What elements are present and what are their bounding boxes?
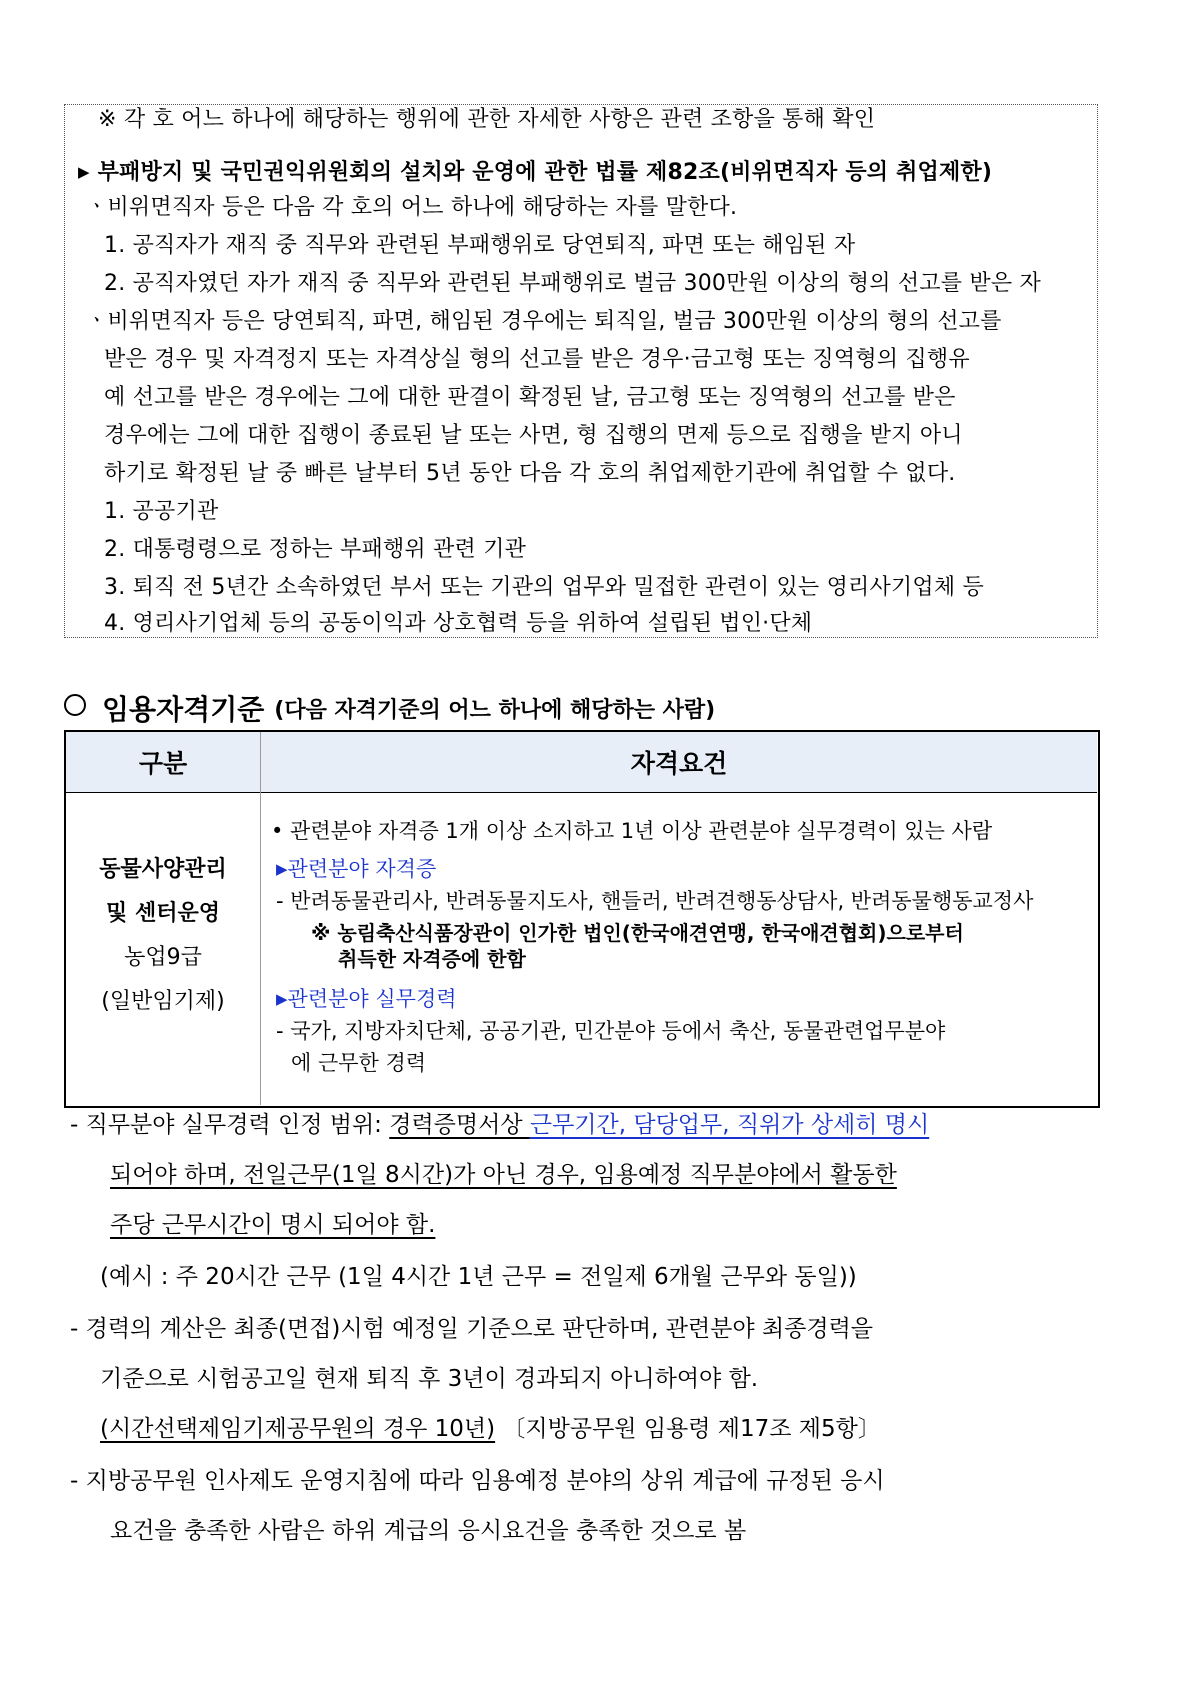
note-1-line2: 되어야 하며, 전일근무(1일 8시간)가 아닌 경우, 임용예정 직무분야에서 활동한 <box>110 1162 897 1188</box>
notice-paragraph-2-line: ㆍ비위면직자 등은 당연퇴직, 파면, 해임된 경우에는 퇴직일, 벌금 300만원 이상의 형의 선고를 <box>86 309 1002 334</box>
exp-line2: 에 근무한 경력 <box>291 1051 427 1075</box>
notice-item: 2. 대통령령으로 정하는 부패행위 관련 기관 <box>104 537 527 562</box>
table-header-row <box>66 732 1097 793</box>
requirement-bullet: • 관련분야 자격증 1개 이상 소지하고 1년 이상 관련분야 실무경력이 있는 사람 <box>271 819 993 843</box>
section-title: 임용자격기준 <box>102 693 265 726</box>
category-type: (일반임기제) <box>101 989 225 1014</box>
category-name-line1: 동물사양관리 <box>99 857 227 882</box>
note-2-line2: 기준으로 시험공고일 현재 퇴직 후 3년이 경과되지 아니하여야 함. <box>100 1366 759 1392</box>
exp-heading <box>276 986 457 1012</box>
category-grade: 농업9급 <box>124 945 202 970</box>
section-subtitle: (다음 자격기준의 어느 하나에 해당하는 사람) <box>274 697 716 723</box>
notice-item: 4. 영리사기업체 등의 공동이익과 상호협력 등을 위하여 설립된 법인·단체 <box>104 611 813 636</box>
notice-paragraph-2-line: 경우에는 그에 대한 집행이 종료된 날 또는 사면, 형 집행의 면제 등으로 집행을 받지 아니 <box>104 423 963 448</box>
cert-heading <box>276 856 436 882</box>
qualification-table <box>64 730 1100 1108</box>
header-requirement: 자격요건 <box>630 749 728 778</box>
law-title-text: 부패방지 및 국민권익위원회의 설치와 운영에 관한 법률 제82조(비위면직자 등의 취업제한) <box>97 160 993 185</box>
notice-item: 1. 공직자가 재직 중 직무와 관련된 부패행위로 당연퇴직, 파면 또는 해임된 자 <box>104 233 856 258</box>
category-cell <box>66 848 260 1024</box>
cert-note-line2: 취득한 자격증에 한함 <box>338 947 526 971</box>
notice-intro: ※ 각 호 어느 하나에 해당하는 행위에 관한 자세한 사항은 관련 조항을 통해 확인 <box>98 107 876 132</box>
section-heading <box>64 688 715 728</box>
note-1-line1 <box>70 1110 929 1140</box>
note-1-example: (예시 : 주 20시간 근무 (1일 4시간 1년 근무 = 전일제 6개월 근무와 동일)) <box>100 1264 857 1290</box>
note-2-line1: - 경력의 계산은 최종(면접)시험 예정일 기준으로 판단하며, 관련분야 최종경력을 <box>70 1316 874 1342</box>
notice-item: 3. 퇴직 전 5년간 소속하였던 부서 또는 기관의 업무와 밀접한 관련이 있는 영리사기업체 등 <box>104 575 984 600</box>
header-category: 구분 <box>66 732 261 792</box>
cert-heading-text: 관련분야 자격증 <box>287 857 437 881</box>
notice-paragraph-2-line: 예 선고를 받은 경우에는 그에 대한 판결이 확정된 날, 금고형 또는 징역형의 선고를 받은 <box>104 385 956 410</box>
triangle-bullet-icon: ▶ <box>276 990 288 1008</box>
notice-item: 1. 공공기관 <box>104 499 219 524</box>
notice-paragraph-1: ㆍ비위면직자 등은 다음 각 호의 어느 하나에 해당하는 자를 말한다. <box>86 195 738 220</box>
exp-heading-text: 관련분야 실무경력 <box>287 987 457 1011</box>
column-divider <box>260 792 261 1105</box>
note-1-underlined: 경력증명서상 <box>389 1112 530 1138</box>
law-title <box>78 158 992 187</box>
triangle-bullet-icon: ▶ <box>276 860 288 878</box>
note-2-reference: 〔지방공무원 임용령 제17조 제5항〕 <box>495 1416 881 1442</box>
note-2-underlined: (시간선택제임기제공무원의 경우 10년) <box>100 1416 496 1442</box>
circle-bullet-icon <box>64 694 86 716</box>
note-3-line2: 요건을 충족한 사람은 하위 계급의 응시요건을 충족한 것으로 봄 <box>110 1518 747 1544</box>
triangle-bullet-icon: ▶ <box>78 163 90 181</box>
note-1-line3: 주당 근무시간이 명시 되어야 함. <box>110 1212 436 1238</box>
note-3-line1: - 지방공무원 인사제도 운영지침에 따라 임용예정 분야의 상위 계급에 규정된 응시 <box>70 1468 885 1494</box>
note-1-prefix: - 직무분야 실무경력 인정 범위: <box>70 1112 390 1138</box>
cert-note-line1: ※ 농림축산식품장관이 인가한 법인(한국애견연맹, 한국애견협회)으로부터 <box>311 921 964 945</box>
cert-list: - 반려동물관리사, 반려동물지도사, 핸들러, 반려견행동상담사, 반려동물행동교정사 <box>276 889 1034 913</box>
notice-paragraph-2-line: 하기로 확정된 날 중 빠른 날부터 5년 동안 다음 각 호의 취업제한기관에 취업할 수 없다. <box>104 461 956 486</box>
exp-line1: - 국가, 지방자치단체, 공공기관, 민간분야 등에서 축산, 동물관련업무분야 <box>276 1019 946 1043</box>
note-2-line3 <box>100 1414 881 1444</box>
category-name-line2: 및 센터운영 <box>106 901 220 926</box>
notice-item: 2. 공직자였던 자가 재직 중 직무와 관련된 부패행위로 벌금 300만원 이상의 형의 선고를 받은 자 <box>104 271 1041 296</box>
note-1-highlight: 근무기간, 담당업무, 직위가 상세히 명시 <box>529 1112 930 1138</box>
notice-paragraph-2-line: 받은 경우 및 자격정지 또는 자격상실 형의 선고를 받은 경우·금고형 또는 징역형의 집행유 <box>104 347 970 372</box>
